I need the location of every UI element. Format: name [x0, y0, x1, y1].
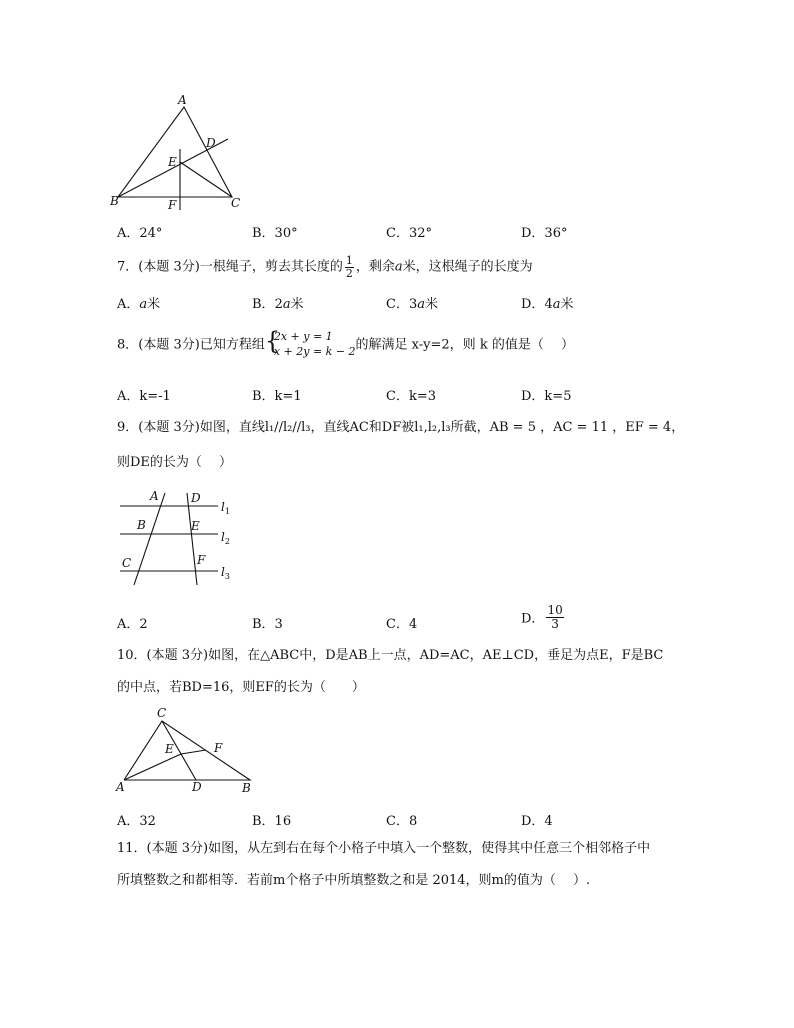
- q10-label-A: A: [116, 780, 125, 794]
- q8-equation-system: { 2x + y = 1 x + 2y = k − 2: [264, 327, 356, 358]
- q6-label-A: A: [178, 93, 187, 107]
- q9-label-C: C: [122, 556, 132, 570]
- q6-label-C: C: [231, 196, 241, 210]
- q11-stem-line2: 所填整数之和都相等．若前m个格子中所填整数之和是 2014，则m的值为（ ）.: [117, 873, 591, 888]
- q10-label-E: E: [165, 742, 174, 756]
- q7-mid: ，剩余: [355, 259, 395, 275]
- q9-option-a[interactable]: A．2: [117, 617, 148, 632]
- q10-stem-line1: 10．(本题 3分)如图，在△ABC中，D是AB上一点，AD=AC，AE⊥CD，垂足为点E，F是BC: [117, 648, 664, 663]
- q10-label-D: D: [192, 780, 202, 794]
- q8-option-b[interactable]: B．k=1: [252, 389, 302, 404]
- q9-label-D: D: [191, 491, 201, 505]
- q9-label-B: B: [137, 518, 146, 532]
- q9-option-d[interactable]: D． $\frac{10}{3}$: [521, 603, 563, 631]
- q6-triangle-figure: [110, 92, 250, 212]
- q6-option-c[interactable]: C．32°: [386, 226, 432, 241]
- q10-option-a[interactable]: A．32: [117, 814, 156, 829]
- q10-label-B: B: [242, 781, 251, 795]
- q6-option-b[interactable]: B．30°: [252, 226, 298, 241]
- q10-label-C: C: [157, 706, 167, 720]
- q8-option-a[interactable]: A．k=-1: [117, 389, 171, 404]
- q7-option-d[interactable]: D．4a米: [521, 297, 574, 312]
- q6-label-E: E: [168, 155, 177, 169]
- q10-option-c[interactable]: C．8: [386, 814, 418, 829]
- q8-suffix: 的解满足 x-y=2，则 k 的值是（ ）: [355, 337, 574, 353]
- q6-label-F: F: [168, 198, 177, 212]
- q9-label-A: A: [150, 489, 159, 503]
- q9-label-l2: $l_2$: [221, 530, 230, 546]
- q9-label-F: F: [197, 553, 206, 567]
- q9-parallel-lines-figure: [115, 485, 245, 585]
- q9-label-l3: $l_3$: [221, 565, 230, 581]
- q7-var: a: [394, 259, 403, 275]
- q10-stem-line2: 的中点，若BD=16，则EF的长为（ ）: [117, 680, 365, 695]
- q9-option-b[interactable]: B．3: [252, 617, 283, 632]
- q6-label-D: D: [206, 136, 216, 150]
- q10-label-F: F: [214, 741, 223, 755]
- q10-option-b[interactable]: B．16: [252, 814, 292, 829]
- q6-option-a[interactable]: A．24°: [117, 226, 163, 241]
- q9-label-l1: $l_1$: [221, 500, 230, 516]
- q6-option-d[interactable]: D．36°: [521, 226, 568, 241]
- q7-stem: [117, 255, 533, 279]
- q9-stem-line1: 9．(本题 3分)如图，直线l₁//l₂//l₃，直线AC和DF被l₁,l₂,l₃所截，AB = 5 ，AC = 11 ，EF = 4，: [117, 420, 685, 435]
- q7-option-c[interactable]: C．3a米: [386, 297, 439, 312]
- q6-label-B: B: [110, 194, 119, 208]
- q8-option-c[interactable]: C．k=3: [386, 389, 436, 404]
- q7-option-a[interactable]: A．a米: [117, 297, 161, 312]
- q9-label-E: E: [191, 519, 200, 533]
- q10-triangle-figure: [112, 705, 262, 795]
- q11-stem-line1: 11．(本题 3分)如图，从左到右在每个小格子中填入一个整数，使得其中任意三个相邻格子中: [117, 841, 651, 856]
- q7-option-b[interactable]: B．2a米: [252, 297, 304, 312]
- q9-option-c[interactable]: C．4: [386, 617, 418, 632]
- q7-prefix: 7．(本题 3分)一根绳子，剪去其长度的: [117, 259, 343, 275]
- q8-option-d[interactable]: D．k=5: [521, 389, 572, 404]
- q9-stem-line2: 则DE的长为（ ）: [117, 455, 233, 470]
- q7-fraction: $\frac{1}{2}$: [345, 254, 353, 280]
- q8-prefix: 8．(本题 3分)已知方程组: [117, 337, 265, 353]
- q10-option-d[interactable]: D．4: [521, 814, 553, 829]
- q7-suffix: 米，这根绳子的长度为: [402, 259, 533, 275]
- q8-stem: [117, 327, 574, 360]
